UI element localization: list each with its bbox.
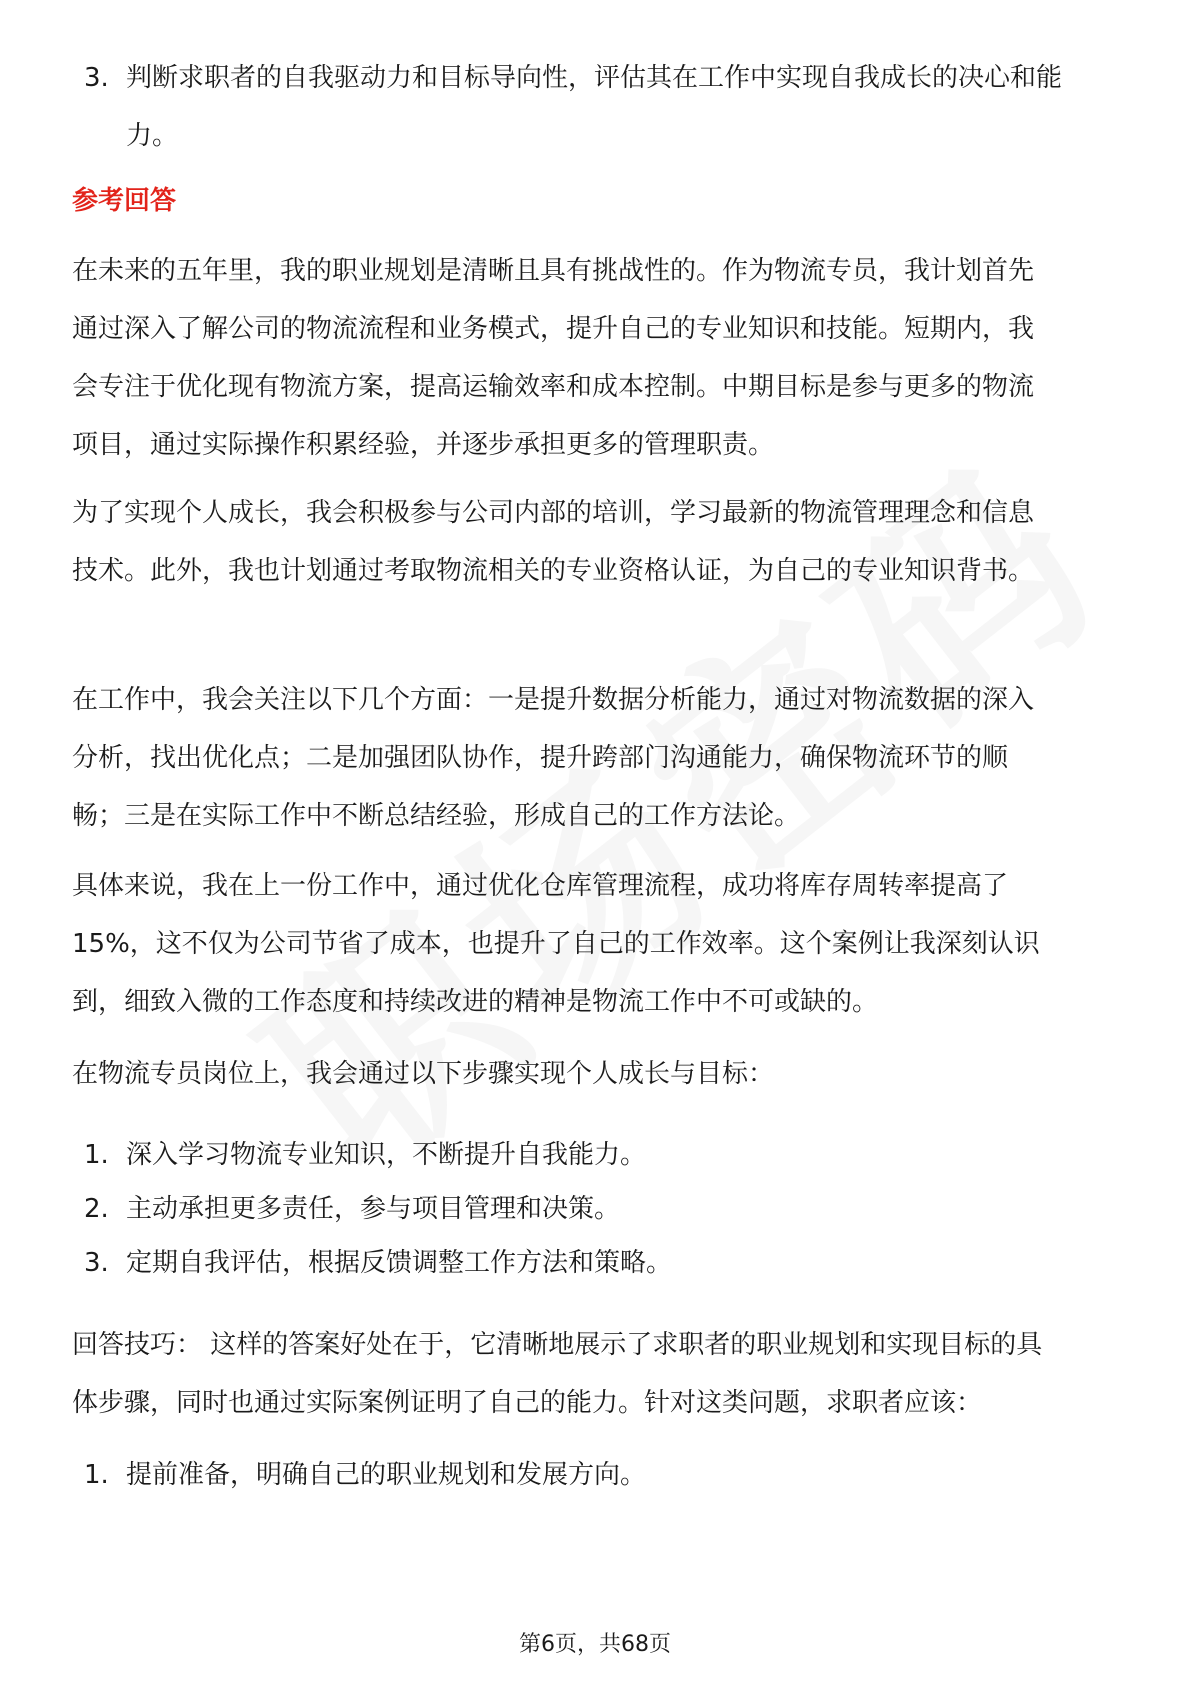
list-item [72, 1180, 1086, 1238]
list-item [72, 49, 1086, 165]
tips-paragraph: 回答技巧： 这样的答案好处在于，它清晰地展示了求职者的职业规划和实现目标的具体步骤，同时也通过实际案例证明了自己的能力。针对这类问题，求职者应该： [72, 1330, 1043, 1418]
section-heading: 参考回答 [72, 186, 177, 216]
paragraph: 为了实现个人成长，我会积极参与公司内部的培训，学习最新的物流管理理念和信息技术。此外，我也计划通过考取物流相关的专业资格认证，为自己的专业知识背书。 [72, 498, 1035, 586]
list-number: 2. [84, 1194, 109, 1224]
paragraph: 具体来说，我在上一份工作中，通过优化仓库管理流程，成功将库存周转率提高了15%，这不仅为公司节省了成本，也提升了自己的工作效率。这个案例让我深刻认识到，细致入微的工作态度和持续改进的精神是物流工作中不可或缺的。 [72, 871, 1040, 1017]
list-number: 3. [84, 63, 109, 93]
list-item-text: 定期自我评估，根据反馈调整工作方法和策略。 [126, 1248, 673, 1278]
list-number: 3. [84, 1248, 109, 1278]
list-item [72, 1234, 1086, 1292]
paragraph: 在未来的五年里，我的职业规划是清晰且具有挑战性的。作为物流专员，我计划首先通过深入了解公司的物流流程和业务模式，提升自己的专业知识和技能。短期内，我会专注于优化现有物流方案，提高运输效率和成本控制。中期目标是参与更多的物流项目，通过实际操作积累经验，并逐步承担更多的管理职责。 [72, 256, 1035, 460]
paragraph: 在物流专员岗位上，我会通过以下步骤实现个人成长与目标： [72, 1059, 775, 1089]
page-footer: 第6页，共68页 [519, 1632, 671, 1657]
list-number: 1. [84, 1140, 109, 1170]
list-number: 1. [84, 1460, 109, 1490]
list-item-text: 判断求职者的自我驱动力和目标导向性，评估其在工作中实现自我成长的决心和能力。 [126, 63, 1063, 151]
list-item [72, 1126, 1086, 1184]
list-item-text: 提前准备，明确自己的职业规划和发展方向。 [126, 1460, 647, 1490]
paragraph: 在工作中，我会关注以下几个方面：一是提升数据分析能力，通过对物流数据的深入分析，找出优化点；二是加强团队协作，提升跨部门沟通能力，确保物流环节的顺畅；三是在实际工作中不断总结经验，形成自己的工作方法论。 [72, 685, 1035, 831]
list-item [72, 1446, 1086, 1504]
list-item-text: 主动承担更多责任，参与项目管理和决策。 [126, 1194, 621, 1224]
list-item-text: 深入学习物流专业知识，不断提升自我能力。 [126, 1140, 647, 1170]
